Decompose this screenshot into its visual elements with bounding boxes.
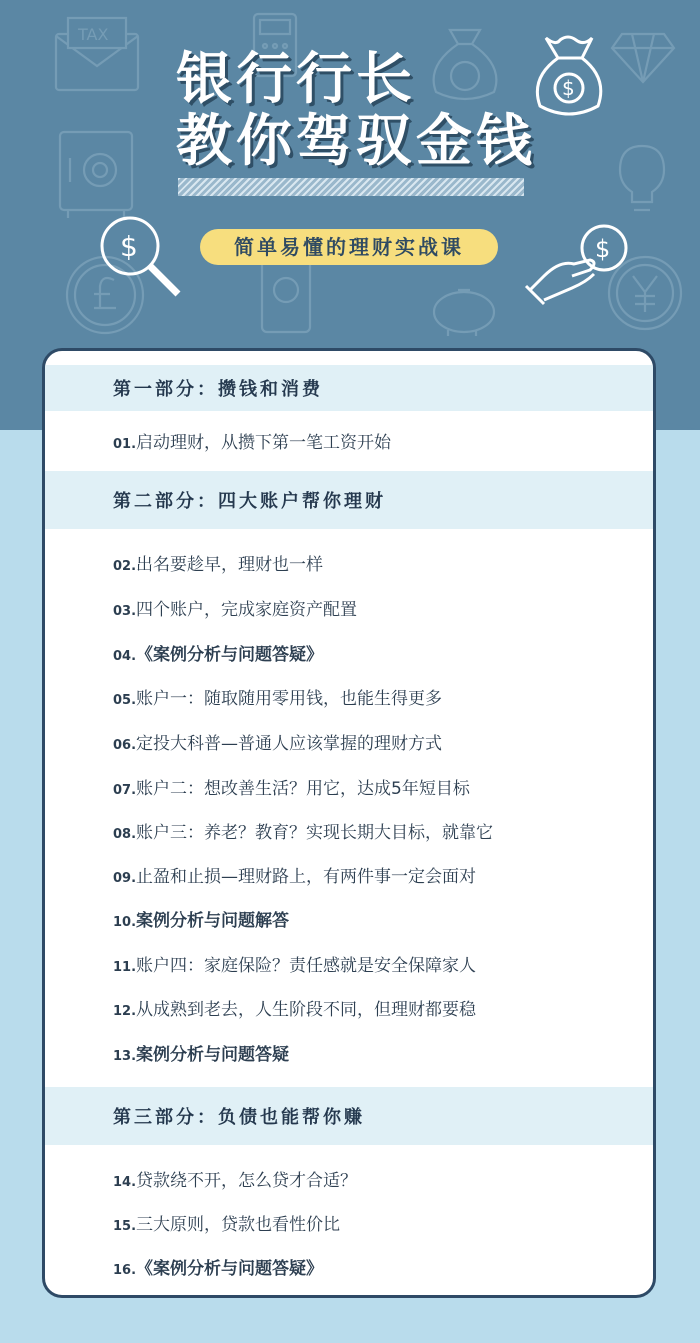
item-number: 14. <box>113 1175 137 1190</box>
item-text: 账户三：养老？教育？实现长期大目标，就靠它 <box>136 823 494 843</box>
item-text: 四个账户，完成家庭资产配置 <box>136 600 358 620</box>
item-text: 出名要趁早，理财也一样 <box>136 555 324 575</box>
list-item[interactable] <box>113 777 470 803</box>
item-number: 06. <box>113 738 137 753</box>
item-text: 从成熟到老去，人生阶段不同，但理财都要稳 <box>136 1000 477 1020</box>
highlight-underline <box>113 1278 345 1287</box>
item-text: 定投大科普—普通人应该掌握的理财方式 <box>136 734 443 754</box>
item-text: 启动理财，从攒下第一笔工资开始 <box>136 433 392 453</box>
svg-text:$: $ <box>595 235 611 263</box>
safe-icon <box>56 128 136 220</box>
envelope-tax-icon <box>52 14 142 94</box>
item-text: 账户四：家庭保险？责任感就是安全保障家人 <box>136 956 477 976</box>
svg-text:$: $ <box>562 76 575 100</box>
list-item[interactable] <box>113 865 476 891</box>
item-number: 13. <box>113 1049 137 1064</box>
diamond-icon <box>608 30 678 86</box>
list-item[interactable] <box>113 553 323 579</box>
money-bag-bg-icon <box>420 16 510 106</box>
page-title-line2: 教你驾驭金钱 <box>176 109 536 174</box>
section-heading-2: 第二部分：四大账户帮你理财 <box>45 471 653 529</box>
list-item[interactable] <box>113 431 391 457</box>
item-number: 07. <box>113 783 137 798</box>
list-item[interactable] <box>113 821 493 847</box>
highlight-underline <box>113 1064 345 1073</box>
item-number: 16. <box>113 1263 137 1278</box>
list-item[interactable] <box>113 732 442 758</box>
item-text: 止盈和止损—理财路上，有两件事一定会面对 <box>136 867 477 887</box>
course-outline-card <box>42 348 656 1298</box>
highlight-underline <box>113 664 345 673</box>
item-number: 09. <box>113 871 137 886</box>
item-text: 案例分析与问题解答 <box>136 911 290 931</box>
item-number: 11. <box>113 960 137 975</box>
list-item-highlight[interactable] <box>113 909 289 935</box>
item-text: 《案例分析与问题答疑》 <box>136 645 324 665</box>
list-item[interactable] <box>113 598 357 624</box>
list-item[interactable] <box>113 687 442 713</box>
section-heading-1: 第一部分：攒钱和消费 <box>45 365 653 411</box>
item-number: 08. <box>113 827 137 842</box>
item-number: 03. <box>113 604 137 619</box>
list-item[interactable] <box>113 998 476 1024</box>
item-number: 12. <box>113 1004 137 1019</box>
lightbulb-icon <box>612 140 672 220</box>
svg-text:TAX: TAX <box>78 25 109 44</box>
list-item-highlight[interactable] <box>113 1257 323 1283</box>
item-text: 账户一：随取随用零用钱，也能生得更多 <box>136 689 443 709</box>
list-item[interactable] <box>113 1213 340 1239</box>
svg-text:$: $ <box>120 230 138 263</box>
item-text: 账户二：想改善生活？用它，达成5年短目标 <box>136 779 470 799</box>
item-text: 案例分析与问题答疑 <box>136 1045 290 1065</box>
item-text: 三大原则，贷款也看性价比 <box>136 1215 341 1235</box>
title-underline <box>178 178 524 196</box>
list-item-highlight[interactable] <box>113 1043 289 1069</box>
item-number: 05. <box>113 693 137 708</box>
item-number: 10. <box>113 915 137 930</box>
subtitle-pill: 简单易懂的理财实战课 <box>200 229 498 265</box>
item-number: 15. <box>113 1219 137 1234</box>
item-text: 贷款绕不开，怎么贷才合适？ <box>136 1171 358 1191</box>
item-number: 02. <box>113 559 137 574</box>
item-number: 04. <box>113 649 137 664</box>
list-item[interactable] <box>113 1169 357 1195</box>
piggy-bank-icon <box>424 278 504 338</box>
list-item[interactable] <box>113 954 476 980</box>
page-title-line1: 银行行长 <box>176 47 416 112</box>
item-text: 《案例分析与问题答疑》 <box>136 1259 324 1279</box>
item-number: 01. <box>113 437 137 452</box>
list-item-highlight[interactable] <box>113 643 323 669</box>
section-heading-3: 第三部分：负债也能帮你赚 <box>45 1087 653 1145</box>
magnifier-dollar-icon <box>96 212 186 302</box>
money-bag-icon <box>532 30 606 120</box>
hand-coin-icon <box>524 220 634 306</box>
